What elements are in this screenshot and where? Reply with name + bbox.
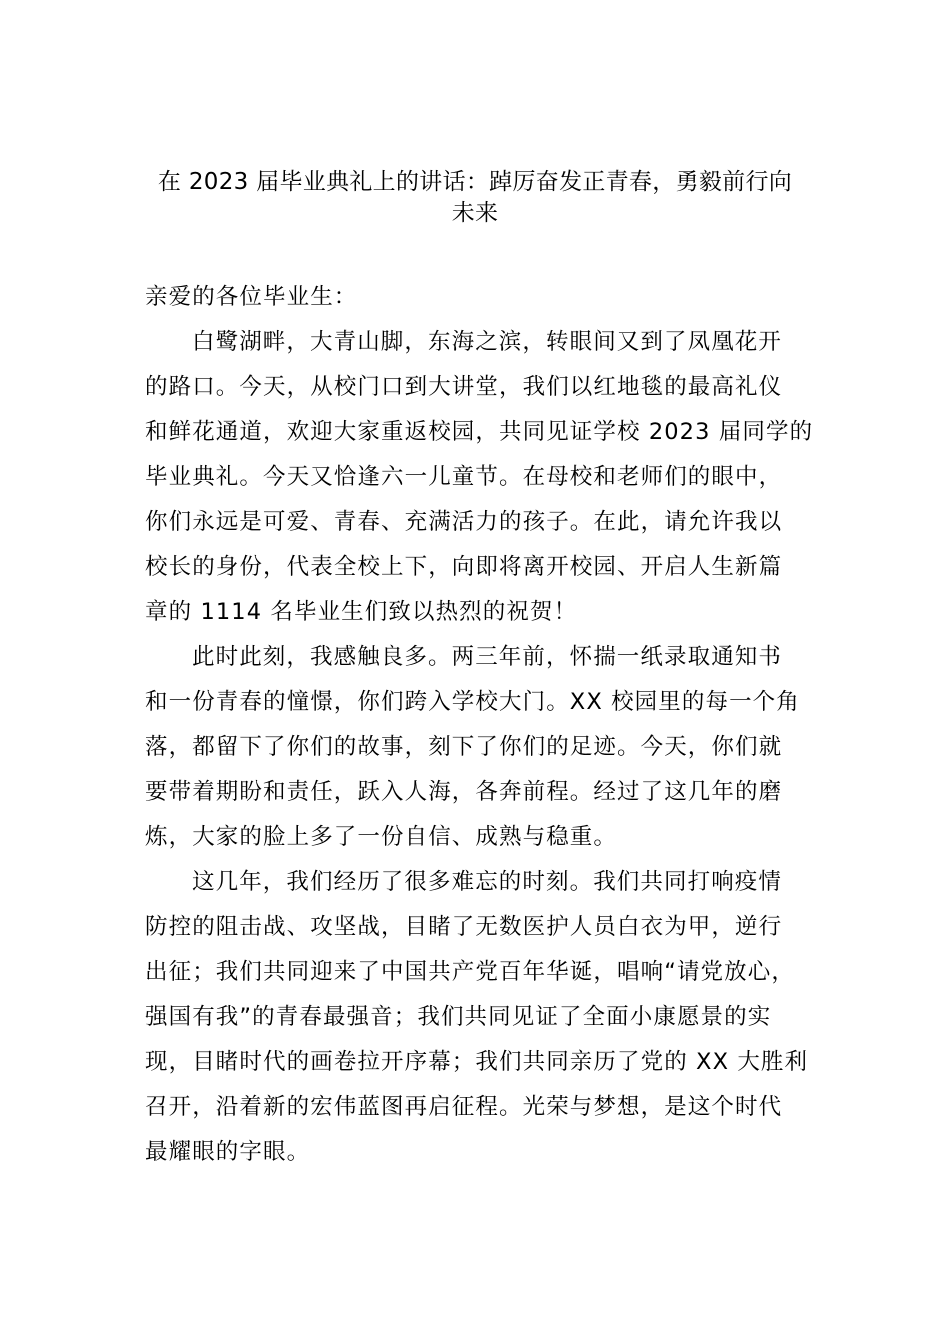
paragraph-line: 防控的阻击战、攻坚战，目睹了无数医护人员白衣为甲，逆行 — [145, 914, 783, 940]
document-body — [145, 275, 815, 1175]
paragraph-line: 白鹭湖畔，大青山脚，东海之滨，转眼间又到了凤凰花开 — [192, 329, 783, 355]
paragraph-line: 你们永远是可爱、青春、充满活力的孩子。在此，请允许我以 — [145, 509, 783, 535]
paragraph-line: 最耀眼的字眼。 — [145, 1139, 311, 1165]
paragraph-line: 召开，沿着新的宏伟蓝图再启征程。光荣与梦想，是这个时代 — [145, 1094, 783, 1120]
paragraph-line: 落，都留下了你们的故事，刻下了你们的足迹。今天，你们就 — [145, 734, 783, 760]
paragraph-line: 和一份青春的憧憬，你们跨入学校大门。XX 校园里的每一个角 — [145, 689, 800, 715]
paragraph-line: 毕业典礼。今天又恰逢六一儿童节。在母校和老师们的眼中， — [145, 464, 783, 490]
paragraph-line: 校长的身份，代表全校上下，向即将离开校园、开启人生新篇 — [145, 554, 783, 580]
paragraph-3 — [145, 860, 815, 1175]
paragraph-2 — [145, 635, 815, 860]
title-line-2: 未来 — [451, 200, 499, 226]
paragraph-line: 强国有我”的青春最强音；我们共同见证了全面小康愿景的实 — [145, 1004, 772, 1030]
paragraph-line: 章的 1114 名毕业生们致以热烈的祝贺！ — [145, 599, 578, 625]
paragraph-line: 和鲜花通道，欢迎大家重返校园，共同见证学校 2023 届同学的 — [145, 419, 814, 445]
title-line-1: 在 2023 届毕业典礼上的讲话：踔厉奋发正青春，勇毅前行向 — [157, 169, 793, 195]
paragraph-1 — [145, 320, 815, 635]
paragraph-line: 炼，大家的脸上多了一份自信、成熟与稳重。 — [145, 824, 618, 850]
salutation: 亲爱的各位毕业生： — [145, 284, 358, 310]
document-title — [145, 167, 805, 229]
paragraph-line: 要带着期盼和责任，跃入人海，各奔前程。经过了这几年的磨 — [145, 779, 783, 805]
paragraph-line: 这几年，我们经历了很多难忘的时刻。我们共同打响疫情 — [192, 869, 783, 895]
paragraph-line: 此时此刻，我感触良多。两三年前，怀揣一纸录取通知书 — [192, 644, 783, 670]
paragraph-line: 出征；我们共同迎来了中国共产党百年华诞，唱响“请党放心， — [145, 959, 795, 985]
paragraph-line: 的路口。今天，从校门口到大讲堂，我们以红地毯的最高礼仪 — [145, 374, 783, 400]
paragraph-line: 现，目睹时代的画卷拉开序幕；我们共同亲历了党的 XX 大胜利 — [145, 1049, 809, 1075]
